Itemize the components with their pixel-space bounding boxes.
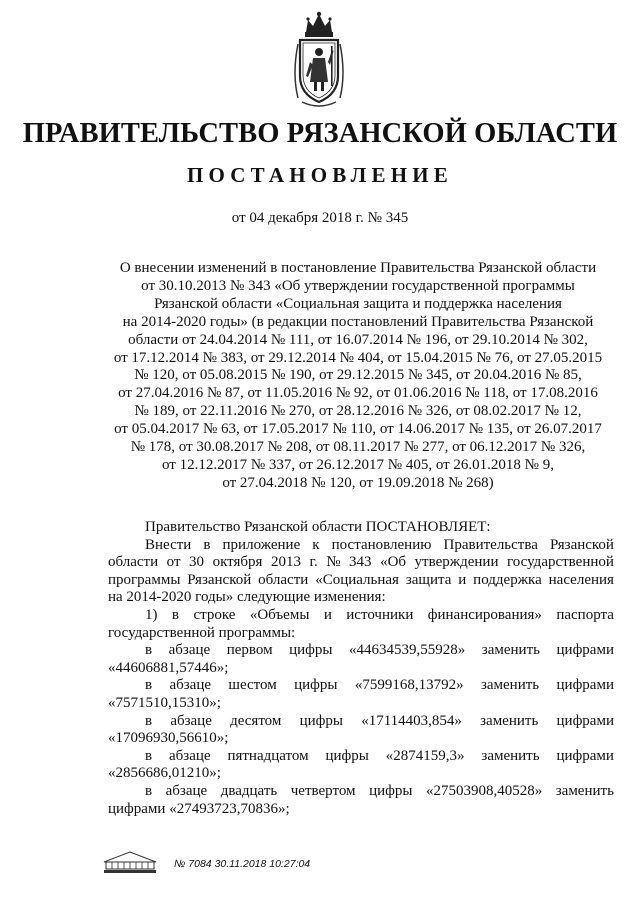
- subject-line: области от 24.04.2014 № 111, от 16.07.2014 № 196, от 29.10.2014 № 302,: [128, 331, 588, 348]
- decree-line: Правительство Рязанской области ПОСТАНОВЛЯЕТ:: [145, 519, 491, 535]
- document-body: [108, 519, 614, 818]
- subject-line: от 17.12.2014 № 383, от 29.12.2014 № 404, от 15.04.2015 № 76, от 27.05.2015: [113, 349, 603, 366]
- edit-line-continuation: «7571510,15310»;: [108, 694, 221, 711]
- edit-line: в абзаце двадцать четвертом цифры «27503908,40528» заменить: [145, 782, 614, 799]
- item-1-line: 1) в строке «Объемы и источники финансирования» паспорта: [145, 606, 614, 623]
- document-subject: [100, 260, 616, 493]
- subject-line: от 12.12.2017 № 337, от 26.12.2017 № 405, от 26.01.2018 № 9,: [161, 456, 554, 473]
- subject-line: от 30.10.2013 № 343 «Об утверждении государственной программы: [141, 277, 575, 294]
- subject-line: О внесении изменений в постановление Правительства Рязанской области: [119, 260, 597, 276]
- subject-line: от 05.04.2017 № 63, от 17.05.2017 № 110, от 14.06.2017 № 135, от 26.07.2017: [114, 421, 602, 438]
- subject-line: № 189, от 22.11.2016 № 270, от 28.12.2016 № 326, от 08.02.2017 № 12,: [134, 403, 582, 420]
- edit-line-continuation: «2856686,01210»;: [108, 765, 221, 782]
- edit-line: в абзаце пятнадцатом цифры «2874159,3» заменить цифрами: [145, 747, 614, 764]
- government-title: ПРАВИТЕЛЬСТВО РЯЗАНСКОЙ ОБЛАСТИ: [22, 118, 618, 149]
- subject-line: № 120, от 05.08.2015 № 190, от 29.12.2015 № 345, от 20.04.2016 № 85,: [134, 367, 582, 384]
- edit-line-continuation: «44606881,57446»;: [108, 659, 229, 676]
- registration-number: № 7084 30.11.2018 10:27:04: [174, 858, 311, 870]
- building-stamp-icon: [100, 848, 160, 874]
- edit-line-continuation: цифрами «27493723,70836»;: [108, 800, 290, 817]
- document-type-title: ПОСТАНОВЛЕНИЕ: [186, 163, 454, 187]
- edit-line: в абзаце шестом цифры «7599168,13792» заменить цифрами: [145, 677, 614, 694]
- edit-line: в абзаце первом цифры «44634539,55928» заменить цифрами: [145, 642, 614, 659]
- edit-line: в абзаце десятом цифры «17114403,854» заменить цифрами: [145, 712, 614, 729]
- intro-line: программы Рязанской области «Социальная защита и поддержка населения: [108, 571, 614, 588]
- subject-line: на 2014-2020 годы» (в редакции постановлений Правительства Рязанской: [122, 313, 594, 330]
- intro-line: области от 30 октября 2013 г. № 343 «Об утверждении государственной: [108, 554, 614, 571]
- subject-line: от 27.04.2016 № 87, от 11.05.2016 № 92, от 01.06.2016 № 118, от 17.08.2016: [118, 385, 598, 402]
- subject-line: № 178, от 30.08.2017 № 208, от 08.11.2017 № 277, от 06.12.2017 № 326,: [130, 439, 586, 456]
- document-footer: [0, 848, 640, 878]
- document-date-number: от 04 декабря 2018 г. № 345: [231, 210, 409, 226]
- edit-line-continuation: «17096930,56610»;: [108, 730, 229, 747]
- item-1-line: государственной программы:: [108, 624, 296, 641]
- intro-line: Внести в приложение к постановлению Правительства Рязанской: [145, 536, 614, 553]
- coat-of-arms-icon: [288, 10, 350, 110]
- subject-line: Рязанской области «Социальная защита и поддержка населения: [154, 295, 562, 312]
- intro-line: на 2014-2020 годы» следующие изменения:: [108, 589, 386, 606]
- subject-line: от 27.04.2018 № 120, от 19.09.2018 № 268): [222, 474, 494, 491]
